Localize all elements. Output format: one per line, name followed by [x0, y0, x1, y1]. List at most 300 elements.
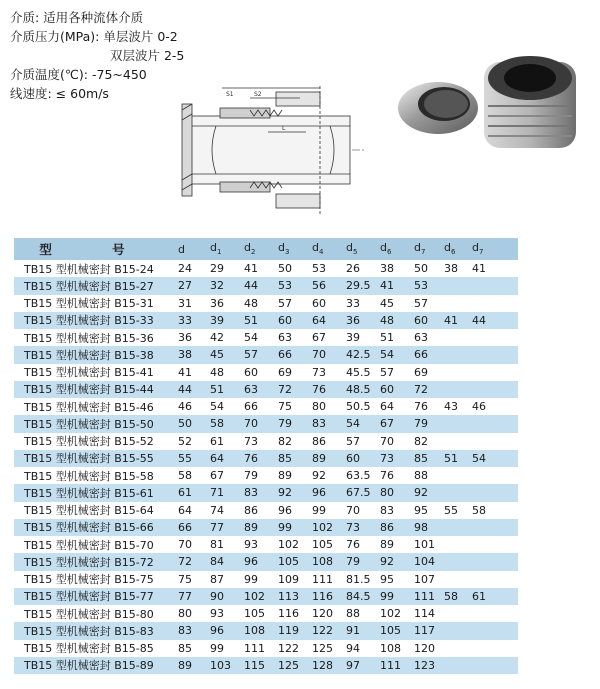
header-d: d	[178, 238, 210, 260]
table-cell-model: TB15 型机械密封 B15-64	[14, 502, 178, 519]
table-cell-value: 55	[444, 502, 472, 519]
table-cell-value: 64	[312, 312, 346, 329]
table-cell-value: 108	[380, 640, 414, 657]
table-row	[14, 553, 518, 570]
table-cell-value: 76	[346, 536, 380, 553]
table-cell-value: 123	[414, 657, 444, 674]
table-row	[14, 484, 518, 501]
table-cell-value: 102	[312, 519, 346, 536]
table-cell-value: 122	[278, 640, 312, 657]
table-cell-value: 39	[346, 329, 380, 346]
table-cell-value	[472, 536, 518, 553]
table-cell-value: 54	[244, 329, 278, 346]
table-cell-value: 102	[380, 605, 414, 622]
table-cell-value: 63.5	[346, 467, 380, 484]
table-cell-value: 79	[244, 467, 278, 484]
table-cell-value: 46	[472, 398, 518, 415]
table-cell-value: 97	[346, 657, 380, 674]
table-cell-value: 57	[414, 295, 444, 312]
table-cell-model: TB15 型机械密封 B15-27	[14, 277, 178, 294]
table-cell-value: 51	[210, 381, 244, 398]
table-cell-value: 56	[312, 277, 346, 294]
table-cell-value: 86	[244, 502, 278, 519]
header-d2: $d_2$	[244, 238, 278, 260]
table-cell-value: 92	[380, 553, 414, 570]
table-cell-value: 60	[414, 312, 444, 329]
table-cell-value: 80	[380, 484, 414, 501]
table-cell-value: 39	[210, 312, 244, 329]
table-cell-value: 122	[312, 622, 346, 639]
table-cell-value: 79	[346, 553, 380, 570]
table-cell-value: 117	[414, 622, 444, 639]
table-cell-value: 26	[346, 260, 380, 277]
table-cell-value: 111	[312, 571, 346, 588]
table-cell-value	[444, 467, 472, 484]
table-cell-value: 84.5	[346, 588, 380, 605]
table-cell-model: TB15 型机械密封 B15-61	[14, 484, 178, 501]
table-cell-value	[444, 346, 472, 363]
table-cell-value: 77	[178, 588, 210, 605]
table-cell-value: 82	[278, 433, 312, 450]
table-cell-value: 72	[178, 553, 210, 570]
table-cell-model: TB15 型机械密封 B15-38	[14, 346, 178, 363]
table-cell-value	[444, 657, 472, 674]
table-row	[14, 415, 518, 432]
table-cell-value: 76	[380, 467, 414, 484]
table-cell-value	[444, 433, 472, 450]
table-cell-value: 66	[278, 346, 312, 363]
table-cell-value: 63	[244, 381, 278, 398]
table-cell-model: TB15 型机械密封 B15-31	[14, 295, 178, 312]
table-cell-value: 96	[312, 484, 346, 501]
table-cell-value: 50	[178, 415, 210, 432]
dim-s1-label: S1	[226, 91, 234, 98]
table-cell-value: 57	[278, 295, 312, 312]
table-cell-value: 41	[178, 364, 210, 381]
table-cell-value: 61	[210, 433, 244, 450]
table-cell-value: 109	[278, 571, 312, 588]
table-cell-value: 83	[244, 484, 278, 501]
table-cell-value	[472, 484, 518, 501]
header-d3: $d_3$	[278, 238, 312, 260]
table-cell-value: 114	[414, 605, 444, 622]
table-cell-value: 99	[278, 519, 312, 536]
table-cell-value: 50	[278, 260, 312, 277]
table-cell-value: 87	[210, 571, 244, 588]
table-cell-value: 45.5	[346, 364, 380, 381]
table-cell-value: 107	[414, 571, 444, 588]
table-cell-model: TB15 型机械密封 B15-80	[14, 605, 178, 622]
table-cell-value: 80	[312, 398, 346, 415]
table-cell-value	[472, 553, 518, 570]
table-cell-value: 60	[244, 364, 278, 381]
table-cell-value: 115	[244, 657, 278, 674]
table-cell-value: 95	[414, 502, 444, 519]
table-cell-value: 58	[472, 502, 518, 519]
table-cell-value: 48	[244, 295, 278, 312]
header-d7: $d_7$	[414, 238, 444, 260]
table-row	[14, 329, 518, 346]
table-row	[14, 588, 518, 605]
table-cell-value: 80	[178, 605, 210, 622]
table-cell-value: 128	[312, 657, 346, 674]
table-cell-value: 75	[178, 571, 210, 588]
table-cell-value: 73	[244, 433, 278, 450]
header-d6: $d_6$	[380, 238, 414, 260]
table-cell-value: 73	[380, 450, 414, 467]
table-cell-value: 66	[178, 519, 210, 536]
table-cell-value: 67.5	[346, 484, 380, 501]
table-row	[14, 622, 518, 639]
table-cell-value: 42.5	[346, 346, 380, 363]
table-cell-value: 66	[414, 346, 444, 363]
dim-s2-label: S2	[254, 91, 262, 98]
table-cell-value: 51	[244, 312, 278, 329]
table-cell-value: 89	[244, 519, 278, 536]
table-cell-value: 76	[414, 398, 444, 415]
table-cell-value: 75	[278, 398, 312, 415]
table-cell-value: 54	[210, 398, 244, 415]
table-cell-value: 66	[244, 398, 278, 415]
table-cell-value: 72	[414, 381, 444, 398]
table-cell-value: 60	[278, 312, 312, 329]
table-cell-value	[472, 467, 518, 484]
table-cell-value: 24	[178, 260, 210, 277]
table-cell-value: 125	[278, 657, 312, 674]
table-cell-value: 51	[444, 450, 472, 467]
table-cell-value: 60	[312, 295, 346, 312]
table-cell-value: 48	[380, 312, 414, 329]
table-cell-model: TB15 型机械密封 B15-66	[14, 519, 178, 536]
table-cell-model: TB15 型机械密封 B15-44	[14, 381, 178, 398]
table-row	[14, 346, 518, 363]
table-cell-value: 82	[414, 433, 444, 450]
table-cell-value: 61	[178, 484, 210, 501]
table-cell-value	[444, 536, 472, 553]
table-cell-value: 46	[178, 398, 210, 415]
table-cell-value: 61	[472, 588, 518, 605]
table-cell-value: 108	[312, 553, 346, 570]
table-row	[14, 519, 518, 536]
seal-dimension-table	[14, 238, 518, 674]
dim-l-label: L	[282, 125, 286, 132]
table-cell-value: 63	[278, 329, 312, 346]
seal-ring-part	[398, 82, 478, 134]
table-cell-value: 38	[178, 346, 210, 363]
table-cell-value: 67	[380, 415, 414, 432]
table-cell-value: 57	[380, 364, 414, 381]
spec-speed: 线速度: ≤ 60m/s	[10, 86, 109, 101]
table-cell-model: TB15 型机械密封 B15-52	[14, 433, 178, 450]
table-cell-value	[472, 346, 518, 363]
table-cell-model: TB15 型机械密封 B15-36	[14, 329, 178, 346]
table-cell-value: 41	[380, 277, 414, 294]
header-d1: $d_1$	[210, 238, 244, 260]
table-cell-value	[472, 622, 518, 639]
table-cell-value: 85	[414, 450, 444, 467]
table-cell-value: 32	[210, 277, 244, 294]
table-cell-model: TB15 型机械密封 B15-89	[14, 657, 178, 674]
table-cell-value: 99	[312, 502, 346, 519]
table-cell-value	[472, 605, 518, 622]
table-cell-value: 105	[312, 536, 346, 553]
table-cell-value: 44	[472, 312, 518, 329]
table-cell-value: 42	[210, 329, 244, 346]
table-cell-model: TB15 型机械密封 B15-72	[14, 553, 178, 570]
table-cell-value	[472, 381, 518, 398]
table-cell-value: 93	[210, 605, 244, 622]
table-cell-value: 31	[178, 295, 210, 312]
table-cell-value	[444, 640, 472, 657]
table-cell-model: TB15 型机械密封 B15-46	[14, 398, 178, 415]
table-cell-value	[444, 605, 472, 622]
table-cell-value: 45	[380, 295, 414, 312]
table-cell-value: 116	[278, 605, 312, 622]
table-cell-value: 71	[210, 484, 244, 501]
table-cell-value: 89	[278, 467, 312, 484]
table-cell-value: 27	[178, 277, 210, 294]
table-cell-value: 95	[380, 571, 414, 588]
table-cell-model: TB15 型机械密封 B15-55	[14, 450, 178, 467]
table-cell-value: 60	[380, 381, 414, 398]
table-cell-value: 104	[414, 553, 444, 570]
table-cell-value: 67	[210, 467, 244, 484]
table-cell-value: 45	[210, 346, 244, 363]
spec-pressure-single: 介质压力(MPa): 单层波片 0-2	[10, 29, 178, 44]
table-cell-value: 58	[210, 415, 244, 432]
header-model: 型 号	[14, 238, 178, 260]
table-cell-value: 102	[278, 536, 312, 553]
table-cell-value: 74	[210, 502, 244, 519]
table-cell-value: 84	[210, 553, 244, 570]
table-row	[14, 295, 518, 312]
table-cell-value	[472, 640, 518, 657]
table-cell-value: 83	[178, 622, 210, 639]
table-cell-value: 57	[346, 433, 380, 450]
table-cell-value: 69	[414, 364, 444, 381]
table-cell-value: 60	[346, 450, 380, 467]
table-cell-value: 96	[210, 622, 244, 639]
table-cell-value: 70	[244, 415, 278, 432]
table-cell-value: 125	[312, 640, 346, 657]
table-cell-value: 83	[380, 502, 414, 519]
header-d4: $d_4$	[312, 238, 346, 260]
table-cell-value: 99	[210, 640, 244, 657]
table-cell-value: 103	[210, 657, 244, 674]
table-cell-value: 55	[178, 450, 210, 467]
table-cell-value: 41	[244, 260, 278, 277]
table-row	[14, 364, 518, 381]
table-cell-value: 76	[312, 381, 346, 398]
table-cell-value: 86	[312, 433, 346, 450]
table-cell-value: 58	[444, 588, 472, 605]
table-header-row	[14, 238, 518, 260]
table-cell-model: TB15 型机械密封 B15-33	[14, 312, 178, 329]
table-cell-value: 116	[312, 588, 346, 605]
table-cell-value: 81.5	[346, 571, 380, 588]
table-cell-value: 89	[312, 450, 346, 467]
table-row	[14, 433, 518, 450]
table-cell-value	[444, 484, 472, 501]
spec-list	[10, 8, 184, 103]
table-cell-value: 50	[414, 260, 444, 277]
table-cell-value: 70	[346, 502, 380, 519]
table-row	[14, 398, 518, 415]
table-cell-value	[472, 329, 518, 346]
table-cell-value: 44	[178, 381, 210, 398]
table-row	[14, 536, 518, 553]
table-cell-value: 36	[346, 312, 380, 329]
table-row	[14, 605, 518, 622]
table-cell-model: TB15 型机械密封 B15-83	[14, 622, 178, 639]
seal-bellows-part	[484, 56, 576, 148]
table-cell-value: 92	[414, 484, 444, 501]
table-cell-value: 36	[178, 329, 210, 346]
table-cell-value: 99	[380, 588, 414, 605]
seal-product-photo	[388, 38, 588, 158]
table-cell-value: 76	[244, 450, 278, 467]
table-cell-value: 38	[380, 260, 414, 277]
table-cell-value	[444, 381, 472, 398]
spec-temperature: 介质温度(℃): -75~450	[10, 67, 147, 82]
table-cell-value: 51	[380, 329, 414, 346]
table-cell-value: 108	[244, 622, 278, 639]
header-d5: $d_5$	[346, 238, 380, 260]
table-cell-value	[444, 622, 472, 639]
table-cell-value: 89	[178, 657, 210, 674]
table-cell-value: 29	[210, 260, 244, 277]
table-row	[14, 502, 518, 519]
table-row	[14, 260, 518, 277]
table-cell-value: 53	[278, 277, 312, 294]
table-cell-value	[444, 364, 472, 381]
table-cell-value	[472, 571, 518, 588]
table-cell-value	[444, 329, 472, 346]
table-row	[14, 657, 518, 674]
table-cell-value: 70	[178, 536, 210, 553]
table-cell-value: 105	[244, 605, 278, 622]
table-row	[14, 381, 518, 398]
spec-medium: 介质: 适用各种流体介质	[10, 10, 144, 25]
table-cell-value: 94	[346, 640, 380, 657]
table-cell-value	[444, 295, 472, 312]
table-row	[14, 450, 518, 467]
table-cell-value: 43	[444, 398, 472, 415]
table-cell-model: TB15 型机械密封 B15-24	[14, 260, 178, 277]
table-cell-value: 119	[278, 622, 312, 639]
table-cell-value	[472, 295, 518, 312]
table-cell-value: 33	[178, 312, 210, 329]
table-cell-value: 102	[244, 588, 278, 605]
table-cell-value: 33	[346, 295, 380, 312]
table-cell-value: 91	[346, 622, 380, 639]
table-cell-value: 113	[278, 588, 312, 605]
table-cell-value: 54	[346, 415, 380, 432]
table-cell-value: 67	[312, 329, 346, 346]
table-cell-value: 81	[210, 536, 244, 553]
table-cell-value: 98	[414, 519, 444, 536]
table-cell-value: 58	[178, 467, 210, 484]
table-cell-value: 88	[346, 605, 380, 622]
table-cell-value: 99	[244, 571, 278, 588]
table-row	[14, 571, 518, 588]
table-cell-value: 85	[278, 450, 312, 467]
table-cell-value: 79	[414, 415, 444, 432]
table-cell-value: 44	[244, 277, 278, 294]
table-cell-value	[472, 433, 518, 450]
table-cell-value	[444, 277, 472, 294]
table-cell-value: 63	[414, 329, 444, 346]
table-cell-value: 96	[278, 502, 312, 519]
table-cell-value: 64	[178, 502, 210, 519]
table-cell-value: 70	[312, 346, 346, 363]
table-cell-value: 54	[472, 450, 518, 467]
table-cell-value: 36	[210, 295, 244, 312]
table-cell-value: 41	[472, 260, 518, 277]
table-cell-value: 57	[244, 346, 278, 363]
table-cell-value: 48	[210, 364, 244, 381]
table-cell-value	[472, 519, 518, 536]
seal-cross-section-drawing	[180, 84, 370, 216]
header-d7-double: $d_7$	[472, 238, 518, 260]
table-cell-value: 111	[380, 657, 414, 674]
table-cell-value	[444, 571, 472, 588]
table-cell-value	[472, 277, 518, 294]
table-cell-value: 50.5	[346, 398, 380, 415]
table-cell-value: 120	[312, 605, 346, 622]
table-cell-value: 86	[380, 519, 414, 536]
table-cell-value: 52	[178, 433, 210, 450]
spec-pressure-double: 双层波片 2-5	[110, 48, 185, 63]
table-cell-value	[444, 415, 472, 432]
table-cell-value: 101	[414, 536, 444, 553]
table-cell-value: 38	[444, 260, 472, 277]
table-cell-value: 73	[312, 364, 346, 381]
table-row	[14, 640, 518, 657]
table-cell-model: TB15 型机械密封 B15-85	[14, 640, 178, 657]
table-cell-value: 105	[380, 622, 414, 639]
table-cell-value: 73	[346, 519, 380, 536]
table-cell-value: 92	[312, 467, 346, 484]
header-d6-double: $d_6$	[444, 238, 472, 260]
table-cell-value	[444, 553, 472, 570]
table-cell-value: 70	[380, 433, 414, 450]
table-cell-model: TB15 型机械密封 B15-41	[14, 364, 178, 381]
table-cell-value: 93	[244, 536, 278, 553]
table-cell-value: 53	[312, 260, 346, 277]
table-cell-model: TB15 型机械密封 B15-70	[14, 536, 178, 553]
table-cell-model: TB15 型机械密封 B15-77	[14, 588, 178, 605]
table-cell-value: 41	[444, 312, 472, 329]
table-cell-value: 79	[278, 415, 312, 432]
table-cell-value: 64	[210, 450, 244, 467]
table-cell-model: TB15 型机械密封 B15-50	[14, 415, 178, 432]
table-cell-value: 53	[414, 277, 444, 294]
table-cell-value: 69	[278, 364, 312, 381]
table-cell-value: 96	[244, 553, 278, 570]
table-cell-value: 90	[210, 588, 244, 605]
table-cell-value: 29.5	[346, 277, 380, 294]
table-cell-value: 48.5	[346, 381, 380, 398]
table-cell-value: 83	[312, 415, 346, 432]
table-cell-value: 111	[244, 640, 278, 657]
table-cell-value: 105	[278, 553, 312, 570]
table-cell-value	[472, 415, 518, 432]
table-cell-value: 85	[178, 640, 210, 657]
table-cell-value: 89	[380, 536, 414, 553]
table-cell-value: 77	[210, 519, 244, 536]
table-cell-model: TB15 型机械密封 B15-58	[14, 467, 178, 484]
